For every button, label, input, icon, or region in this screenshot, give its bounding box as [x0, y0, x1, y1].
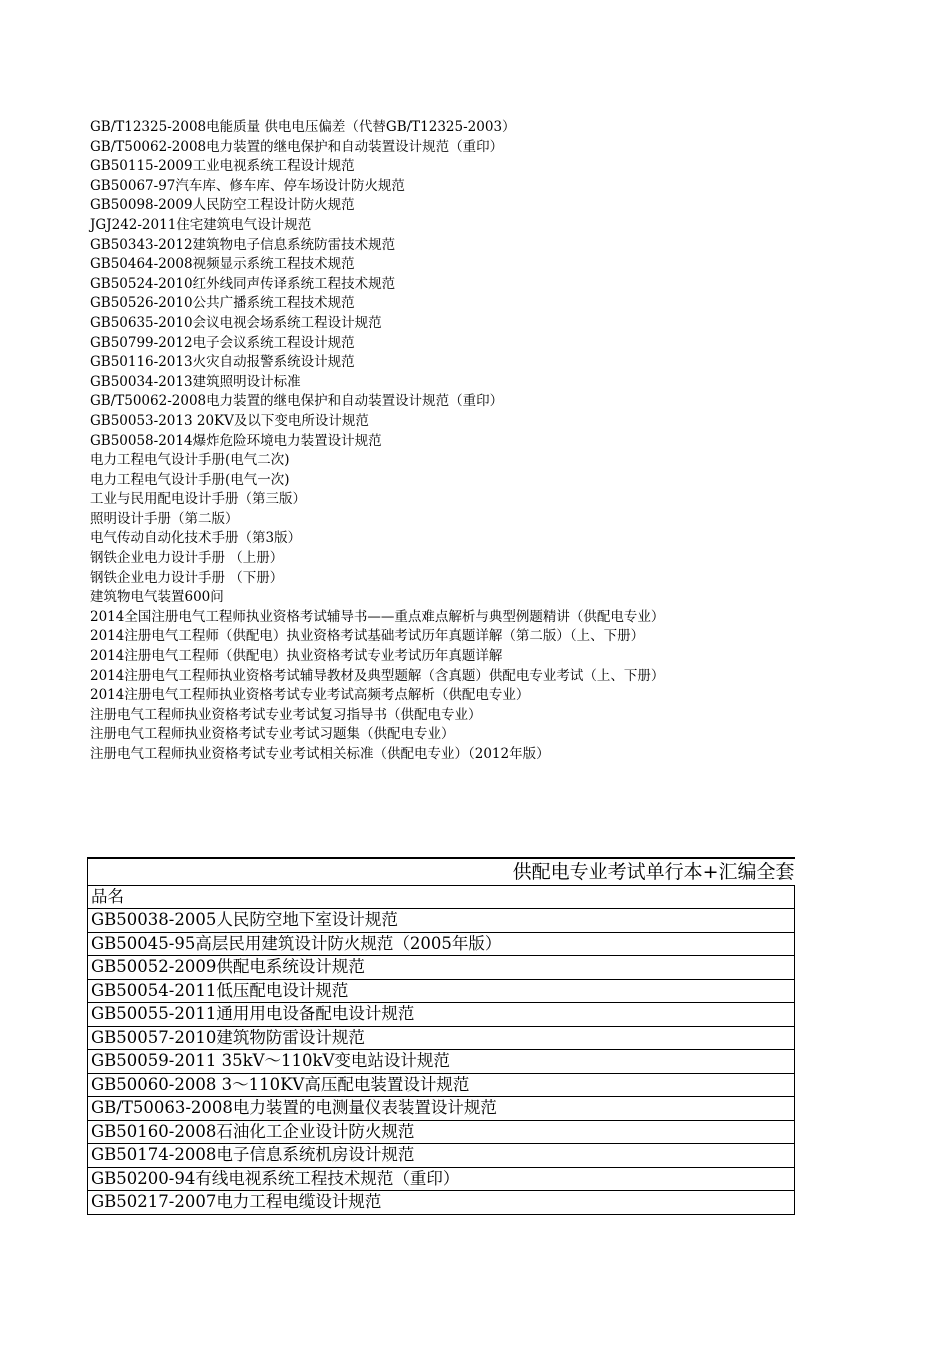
table-cell-product-name: GB50057-2010建筑物防雷设计规范: [88, 1026, 795, 1050]
table-cell-product-name: GB/T50063-2008电力装置的电测量仪表装置设计规范: [88, 1097, 795, 1121]
table-row: [88, 979, 795, 1003]
table-row: [88, 1167, 795, 1191]
standards-list-item: 建筑物电气装置600问: [90, 589, 224, 606]
standards-list-item: 电气传动自动化技术手册（第3版）: [90, 530, 302, 547]
standards-list-item: GB50635-2010会议电视会场系统工程设计规范: [90, 314, 382, 331]
standards-list-item: GB50464-2008视频显示系统工程技术规范: [90, 256, 355, 273]
standards-list-item: GB50524-2010红外线同声传译系统工程技术规范: [90, 275, 396, 292]
standards-list-item: GB50098-2009人民防空工程设计防火规范: [90, 197, 355, 214]
standards-list-item: GB50343-2012建筑物电子信息系统防雷技术规范: [90, 236, 396, 253]
standards-list-item: GB50058-2014爆炸危险环境电力装置设计规范: [90, 432, 382, 449]
standards-list-item: GB50067-97汽车库、修车库、停车场设计防火规范: [90, 177, 405, 194]
standards-list-item: 2014注册电气工程师（供配电）执业资格考试基础考试历年真题详解（第二版）（上、下册）: [90, 628, 645, 645]
product-table: [87, 857, 795, 1215]
table-cell-product-name: GB50059-2011 35kV～110kV变电站设计规范: [88, 1050, 795, 1074]
standards-list-item: GB50115-2009工业电视系统工程设计规范: [90, 158, 355, 175]
table-title-row: [88, 858, 795, 886]
table-row: [88, 909, 795, 933]
standards-list-item: GB/T12325-2008电能质量 供电电压偏差（代替GB/T12325-2003）: [90, 119, 516, 135]
standards-list: [90, 118, 664, 765]
standards-list-item: 钢铁企业电力设计手册 （下册）: [90, 569, 284, 586]
standards-list-item: GB50526-2010公共广播系统工程技术规范: [90, 295, 355, 312]
standards-list-item: 注册电气工程师执业资格考试专业考试相关标准（供配电专业）（2012年版）: [90, 746, 550, 762]
table-cell-product-name: GB50060-2008 3～110KV高压配电装置设计规范: [88, 1073, 795, 1097]
table-cell-product-name: GB50054-2011低压配电设计规范: [88, 979, 795, 1003]
table-row: [88, 1144, 795, 1168]
standards-list-item: GB/T50062-2008电力装置的继电保护和自动装置设计规范（重印）: [90, 138, 504, 155]
table-header-cell: 品名: [88, 886, 795, 909]
standards-list-item: 注册电气工程师执业资格考试专业考试习题集（供配电专业）: [90, 726, 455, 743]
table-cell-product-name: GB50055-2011通用用电设备配电设计规范: [88, 1003, 795, 1027]
table-header-row: [88, 886, 795, 909]
table-row: [88, 1097, 795, 1121]
table-row: [88, 1003, 795, 1027]
standards-list-item: GB50116-2013火灾自动报警系统设计规范: [90, 354, 355, 371]
table-cell-product-name: GB50052-2009供配电系统设计规范: [88, 956, 795, 980]
table-cell-product-name: GB50174-2008电子信息系统机房设计规范: [88, 1144, 795, 1168]
table-cell-product-name: GB50045-95高层民用建筑设计防火规范（2005年版）: [88, 932, 795, 956]
table-cell-product-name: GB50217-2007电力工程电缆设计规范: [88, 1191, 795, 1215]
standards-list-item: 注册电气工程师执业资格考试专业考试复习指导书（供配电专业）: [90, 706, 482, 723]
table-cell-product-name: GB50200-94有线电视系统工程技术规范（重印）: [88, 1167, 795, 1191]
standards-list-item: GB50034-2013建筑照明设计标准: [90, 373, 301, 390]
table-row: [88, 932, 795, 956]
table-row: [88, 1026, 795, 1050]
standards-list-item: GB50053-2013 20KV及以下变电所设计规范: [90, 412, 369, 429]
standards-list-item: 2014注册电气工程师（供配电）执业资格考试专业考试历年真题详解: [90, 648, 503, 665]
standards-list-item: GB50799-2012电子会议系统工程设计规范: [90, 334, 355, 351]
table-row: [88, 1120, 795, 1144]
standards-list-item: GB/T50062-2008电力装置的继电保护和自动装置设计规范（重印）: [90, 393, 504, 410]
standards-list-item: 电力工程电气设计手册(电气二次): [90, 452, 290, 469]
standards-list-item: 电力工程电气设计手册(电气一次): [90, 471, 290, 488]
standards-list-item: 工业与民用配电设计手册（第三版）: [90, 491, 306, 508]
standards-list-item: 2014注册电气工程师执业资格考试辅导教材及典型题解（含真题）供配电专业考试（上、下册）: [90, 667, 665, 684]
standards-list-item: 2014注册电气工程师执业资格考试专业考试高频考点解析（供配电专业）: [90, 687, 530, 704]
table-cell-product-name: GB50038-2005人民防空地下室设计规范: [88, 909, 795, 933]
table-row: [88, 956, 795, 980]
standards-list-item: 2014全国注册电气工程师执业资格考试辅导书——重点难点解析与典型例题精讲（供配电专业）: [90, 608, 665, 625]
table-title: 供配电专业考试单行本+汇编全套: [88, 858, 795, 886]
standards-list-item: JGJ242-2011住宅建筑电气设计规范: [90, 216, 312, 233]
standards-list-item: 钢铁企业电力设计手册 （上册）: [90, 550, 284, 567]
table-row: [88, 1050, 795, 1074]
table-row: [88, 1073, 795, 1097]
table-cell-product-name: GB50160-2008石油化工企业设计防火规范: [88, 1120, 795, 1144]
standards-list-item: 照明设计手册（第二版）: [90, 510, 239, 527]
table-row: [88, 1191, 795, 1215]
